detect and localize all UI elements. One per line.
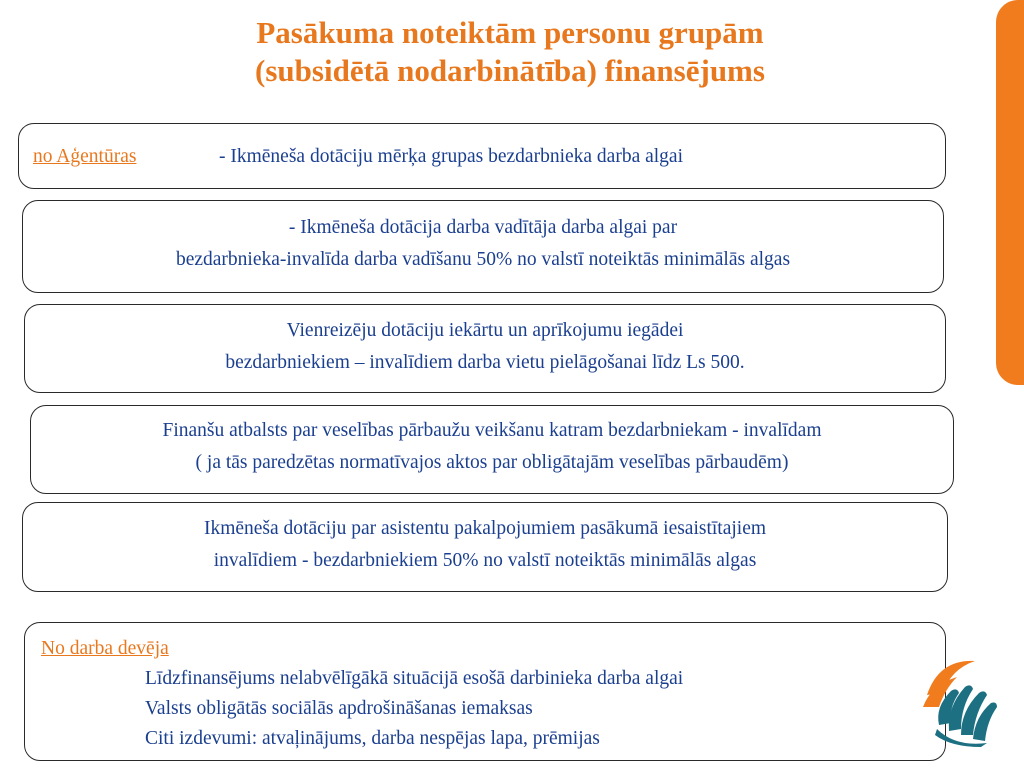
health-check-line-1: Finanšu atbalsts par veselības pārbaužu veikšanu katram bezdarbniekam - invalīdam [162,420,822,441]
box-assistant-subsidy [22,502,948,592]
assistant-subsidy-line-1: Ikmēneša dotāciju par asistentu pakalpojumiem pasākumā iesaistītajiem [203,518,767,539]
equipment-subsidy-line-1: Vienreizēju dotāciju iekārtu un aprīkojumu iegādei [286,320,684,341]
box-supervisor-subsidy [22,200,944,293]
title-line-2: (subsidētā nodarbinātība) finansējums [255,53,765,88]
page-title [120,14,900,90]
agency-link[interactable]: no Aģentūras [33,146,137,167]
box-employer-funding [24,622,946,761]
employer-item-1: Līdzfinansējums nelabvēlīgākā situācijā esošā darbinieka darba algai [145,668,684,689]
hands-logo-icon [921,655,999,747]
accent-side-tab [996,0,1024,385]
employer-item-2: Valsts obligātās sociālās apdrošināšanas iemaksas [145,698,533,719]
box-health-check-support [30,405,954,494]
employer-link[interactable]: No darba devēja [41,638,169,659]
box-agency-wage-subsidy [18,123,946,189]
box-equipment-subsidy [24,304,946,393]
health-check-line-2: ( ja tās paredzētas normatīvajos aktos par obligātajām veselības pārbaudēm) [195,452,789,473]
supervisor-subsidy-line-1: - Ikmēneša dotācija darba vadītāja darba algai par [288,217,678,238]
title-line-1: Pasākuma noteiktām personu grupām [256,15,764,50]
employer-item-3: Citi izdevumi: atvaļinājums, darba nespējas lapa, prēmijas [145,728,600,749]
assistant-subsidy-line-2: invalīdiem - bezdarbniekiem 50% no valstī noteiktās minimālās algas [213,550,757,571]
equipment-subsidy-line-2: bezdarbniekiem – invalīdiem darba vietu pielāgošanai līdz Ls 500. [225,352,745,373]
supervisor-subsidy-line-2: bezdarbnieka-invalīda darba vadīšanu 50% no valstī noteiktās minimālās algas [175,249,791,270]
agency-wage-subsidy-text: - Ikmēneša dotāciju mērķa grupas bezdarbnieka darba algai [219,146,683,167]
